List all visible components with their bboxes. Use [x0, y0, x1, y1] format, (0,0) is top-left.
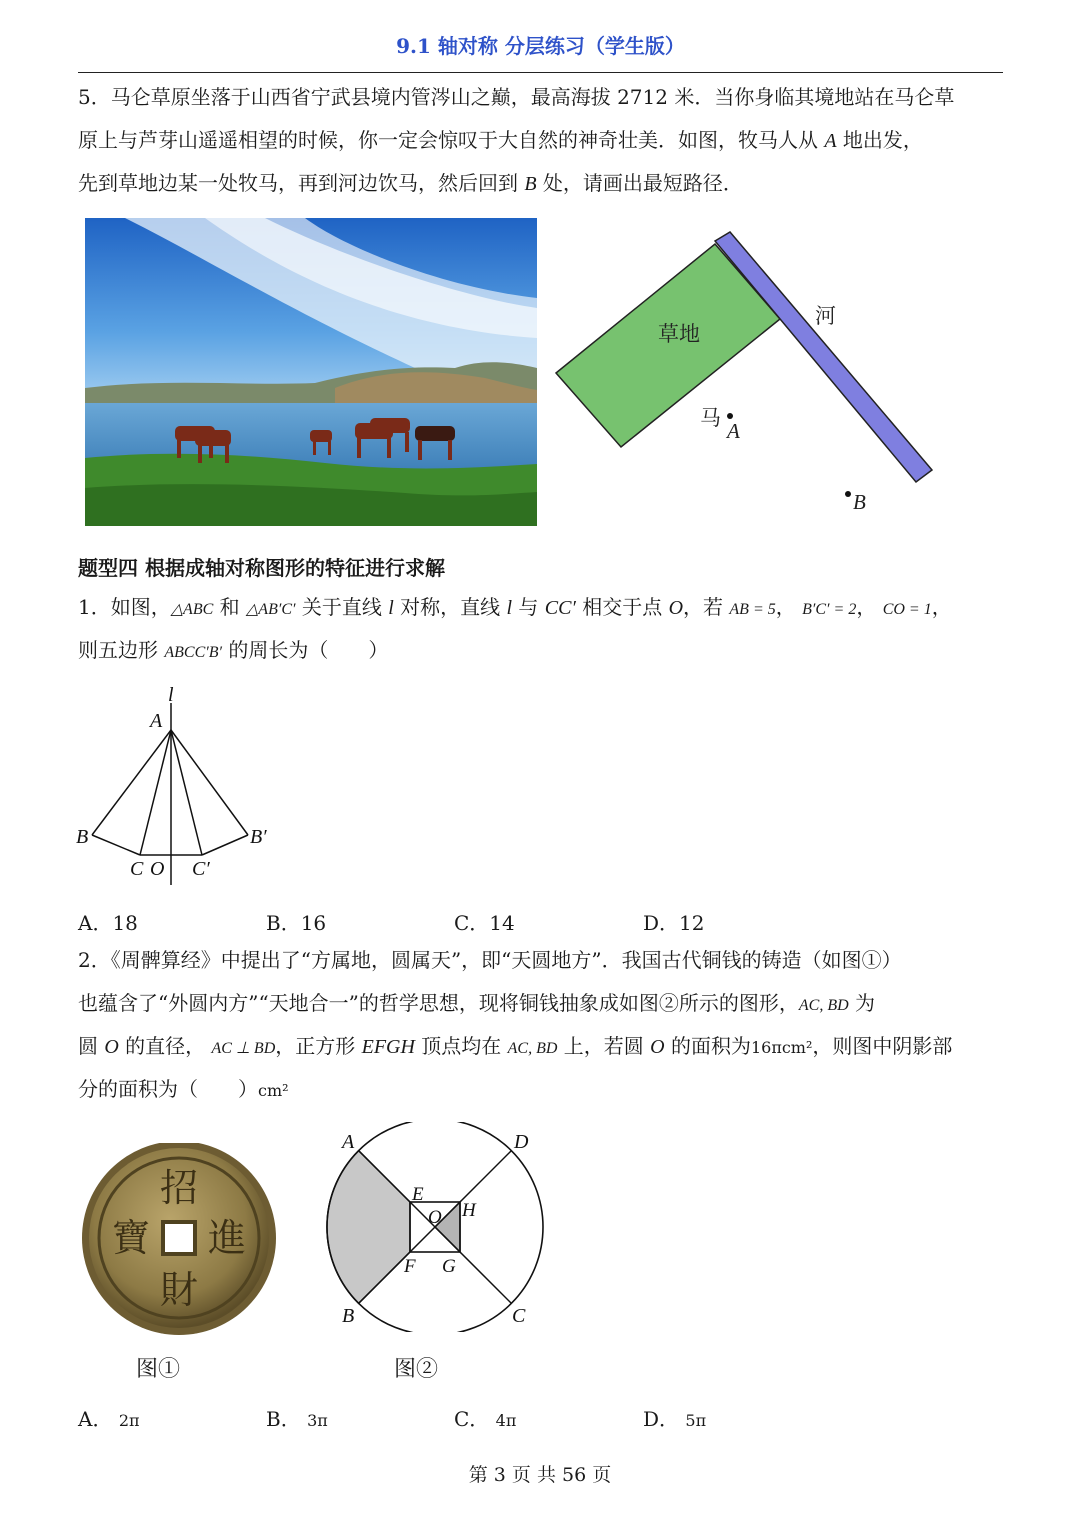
- coin-char-top: 招: [159, 1168, 199, 1210]
- q1-option-a[interactable]: A．18: [78, 911, 138, 935]
- svg-text:C: C: [512, 1305, 526, 1327]
- horse-label: 马: [700, 406, 721, 430]
- svg-text:H: H: [462, 1200, 476, 1221]
- q5-line3: 先到草地边某一处牧马，再到河边饮马，然后回到 B 处，请画出最短路径．: [78, 171, 743, 195]
- svg-text:E: E: [412, 1184, 424, 1205]
- label-l: l: [168, 685, 174, 706]
- q2-option-c[interactable]: C． 4π: [454, 1407, 517, 1431]
- section-4-heading: 题型四 根据成轴对称图形的特征进行求解: [78, 556, 445, 580]
- q1-option-b[interactable]: B．16: [266, 911, 327, 935]
- point-b: [845, 491, 851, 497]
- page-footer: 第 3 页 共 56 页: [468, 1464, 612, 1486]
- coin-char-right: 進: [207, 1218, 247, 1260]
- shaded-left: [327, 1151, 410, 1304]
- grassland-photo: [85, 218, 537, 526]
- svg-text:F: F: [404, 1256, 416, 1277]
- label-o: O: [150, 858, 165, 880]
- label-c-prime: C′: [192, 858, 210, 880]
- river-label: 河: [815, 304, 836, 328]
- q5-line1: 5．马仑草原坐落于山西省宁武县境内管涔山之巅，最高海拔 2712 米．当你身临其境地站在马仑草: [78, 85, 955, 109]
- grass-label: 草地: [658, 322, 700, 346]
- river-strip: [715, 232, 932, 482]
- q2-line4: 分的面积为（ ）cm²: [78, 1077, 289, 1101]
- fig2-caption: 图②: [394, 1357, 439, 1382]
- q2-diagram: [318, 1122, 558, 1332]
- header-rule: [78, 72, 1003, 73]
- q1-option-c[interactable]: C．14: [454, 911, 515, 935]
- q5-line2: 原上与芦芽山遥遥相望的时候，你一定会惊叹于大自然的神奇壮美．如图，牧马人从 A 地出发，: [78, 128, 923, 152]
- svg-text:B: B: [342, 1305, 355, 1327]
- label-a: A: [150, 710, 163, 732]
- label-b: B: [76, 826, 89, 848]
- label-c: C: [130, 858, 144, 880]
- svg-text:D: D: [514, 1131, 529, 1153]
- svg-text:O: O: [428, 1207, 442, 1228]
- label-b-prime: B′: [250, 826, 267, 848]
- fig1-caption: 图①: [136, 1357, 181, 1382]
- point-b-label: B: [853, 490, 866, 514]
- q1-diagram: [70, 685, 290, 890]
- q1-line2: 则五边形 ABCC′B′ 的周长为（ ）: [78, 638, 389, 662]
- q1-line1: 1．如图，△ABC 和 △AB′C′ 关于直线 l 对称，直线 l 与 CC′ 相交于点 O，若 AB = 5， B′C′ = 2， CO = 1，: [78, 595, 952, 619]
- svg-text:A: A: [342, 1131, 355, 1153]
- page-header: 9.1 轴对称 分层练习（学生版）: [396, 34, 685, 58]
- q2-option-b[interactable]: B． 3π: [266, 1407, 328, 1431]
- q2-line2: 也蕴含了“外圆内方”“天地合一”的哲学思想，现将铜钱抽象成如图②所示的图形，AC, BD 为: [78, 991, 876, 1015]
- point-a-label: A: [727, 419, 740, 443]
- q1-option-d[interactable]: D．12: [643, 911, 705, 935]
- q5-diagram: [550, 225, 950, 525]
- q2-line1: 2．《周髀算经》中提出了“方属地，圆属天”，即“天圆地方”．我国古代铜钱的铸造（如图①）: [78, 948, 902, 972]
- q2-option-d[interactable]: D． 5π: [643, 1407, 707, 1431]
- svg-text:G: G: [442, 1256, 456, 1277]
- coin-photo: [80, 1143, 280, 1343]
- coin-char-left: 寶: [111, 1218, 151, 1260]
- q2-line3: 圆 O 的直径， AC ⊥ BD，正方形 EFGH 顶点均在 AC, BD 上，若圆 O 的面积为16πcm²，则图中阴影部: [78, 1034, 953, 1058]
- q2-option-a[interactable]: A． 2π: [78, 1407, 140, 1431]
- coin-char-bottom: 財: [159, 1270, 199, 1312]
